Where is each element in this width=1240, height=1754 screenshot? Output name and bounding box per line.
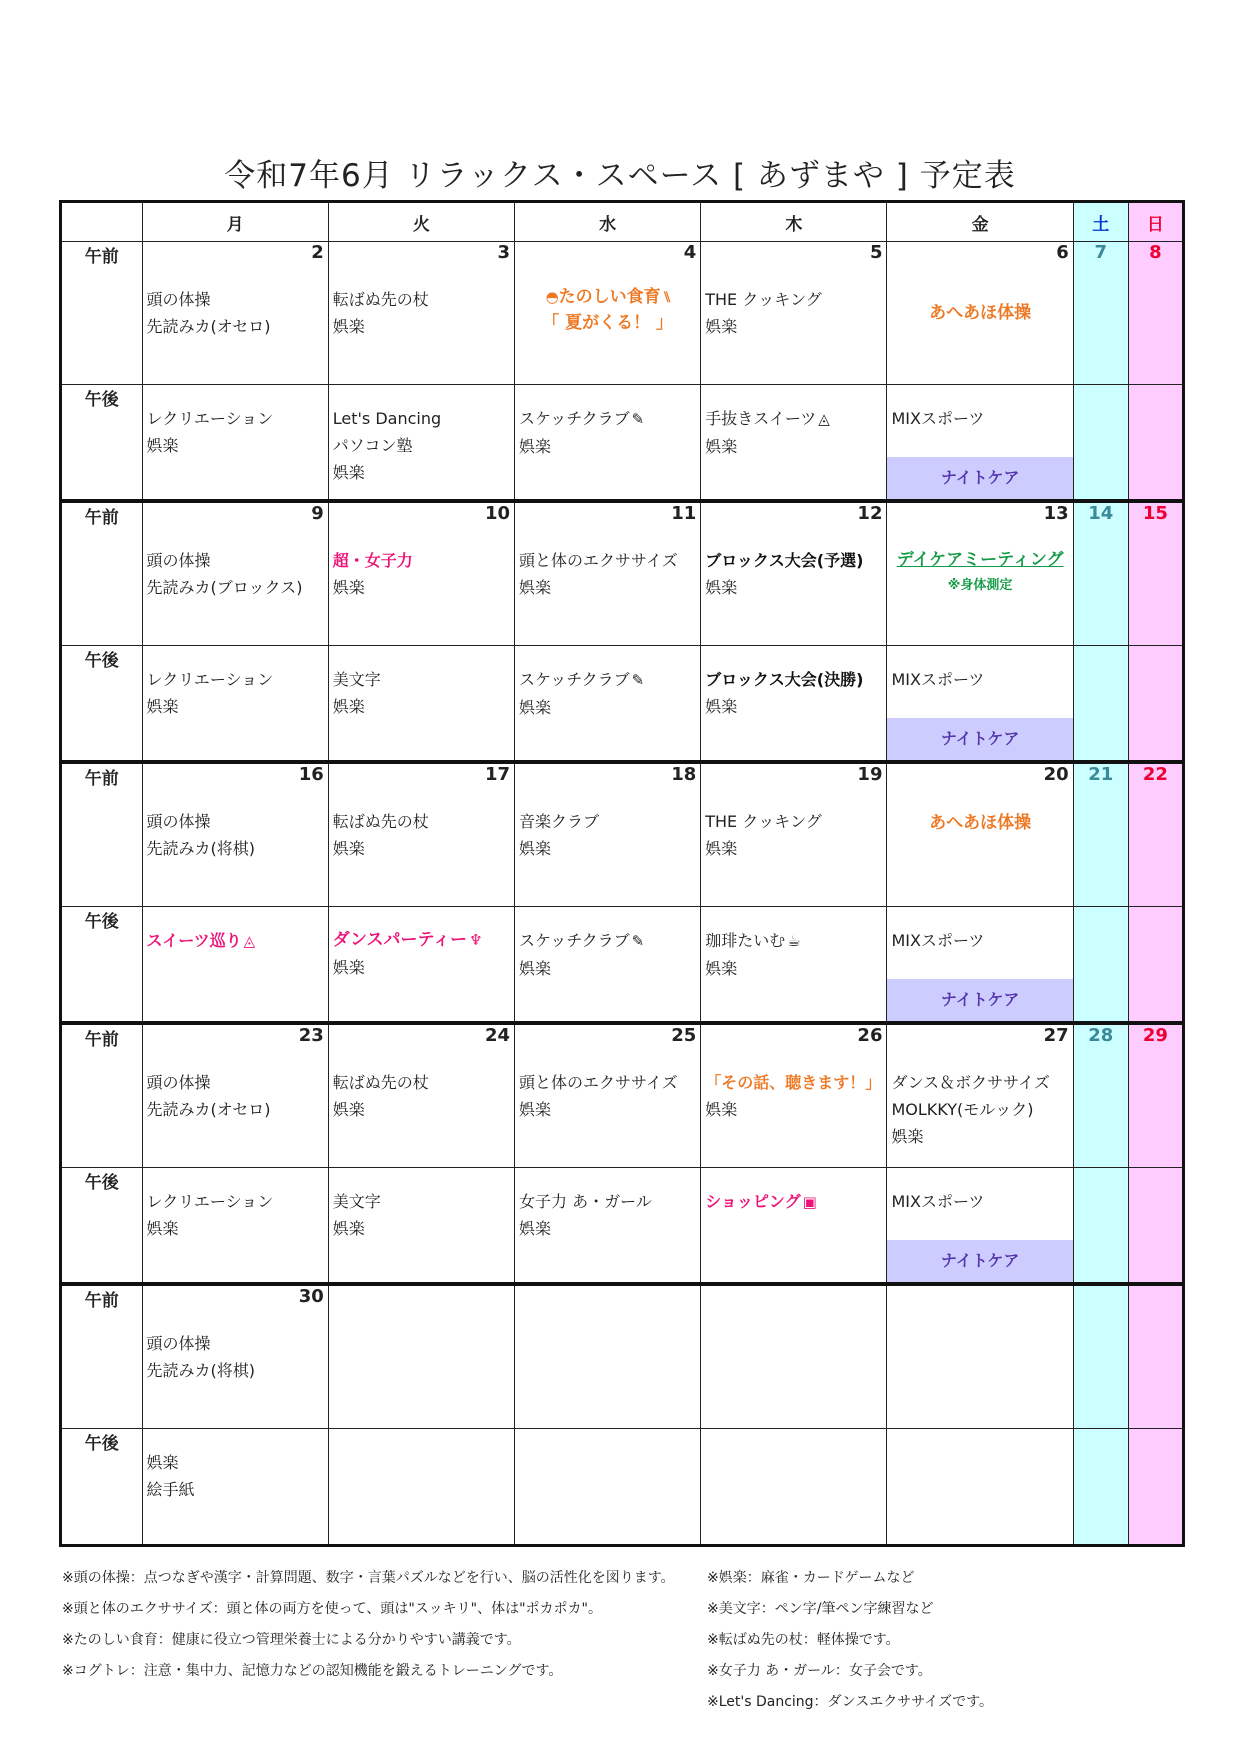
day-cell [515,646,701,763]
event: スケッチクラブ [519,409,630,428]
night-care-badge: ナイトケア [887,1240,1072,1282]
header-wed: 水 [515,202,701,242]
date-number: 15 [1142,503,1168,524]
week2-pm-row [61,646,1184,763]
empty-cell [887,1284,1073,1429]
event: 娯楽 [332,958,365,977]
day-cell [701,907,887,1024]
day-cell [701,242,887,385]
header-tue: 火 [328,202,514,242]
event-measurement: ※身体測定 [947,578,1013,593]
day-cell [701,501,887,646]
event: 娯楽 [519,437,552,456]
day-cell [887,907,1073,1024]
date-number: 13 [1043,503,1069,524]
sat-cell [1073,385,1128,502]
week4-am-row [61,1023,1184,1168]
empty-cell [887,1429,1073,1546]
date-number: 25 [671,1025,697,1046]
day-cell [701,385,887,502]
date-number: 24 [484,1025,511,1046]
day-cell [515,1168,701,1285]
date-number: 29 [1142,1025,1168,1046]
day-cell [887,762,1073,907]
sat-cell [1073,907,1128,1024]
event: 娯楽 [146,697,179,716]
event-daycare-meeting: デイケアミーティング [896,550,1064,570]
event: スケッチクラブ [519,931,630,950]
event: 娯楽 [705,437,738,456]
sun-cell [1128,242,1183,385]
day-cell [142,1429,328,1546]
day-cell [515,385,701,502]
sat-cell [1073,1023,1128,1168]
header-fri: 金 [887,202,1073,242]
event: 娯楽 [705,1100,738,1119]
event-blokus-final: ブロックス大会(決勝) [705,670,864,689]
week1-pm-row [61,385,1184,502]
event: 娯楽 [332,697,365,716]
event: 転ばぬ先の杖 [332,1073,429,1092]
day-cell [887,501,1073,646]
event: 娯楽 [332,463,365,482]
event-aheaho: あへあほ体操 [929,303,1032,323]
event: 頭の体操 [146,1334,211,1353]
date-number: 26 [857,1025,883,1046]
day-cell [328,762,514,907]
sun-cell [1128,907,1183,1024]
event: 娯楽 [519,959,552,978]
header-mon: 月 [142,202,328,242]
note-line: ※娯楽：麻雀・カードゲームなど [707,1570,915,1586]
sun-cell [1128,501,1183,646]
am-label: 午前 [61,1023,143,1168]
sat-cell [1073,762,1128,907]
event: パソコン塾 [332,436,413,455]
pm-label: 午後 [61,1429,143,1546]
event: 娯楽 [332,317,365,336]
day-cell [142,1023,328,1168]
event-shopping: ショッピング [705,1192,801,1211]
event: 頭の体操 [146,551,211,570]
day-cell [328,646,514,763]
event: 先読みカ(オセロ) [146,317,271,336]
dancer-icon: ♆ [469,931,483,949]
event: 手抜きスイーツ [705,409,817,428]
date-number: 19 [857,764,883,785]
cake-icon: ◬ [243,932,256,950]
night-care-badge: ナイトケア [887,979,1072,1021]
date-number: 16 [298,764,324,785]
week3-am-row [61,762,1184,907]
event: 頭の体操 [146,1073,211,1092]
am-label: 午前 [61,242,143,385]
am-label: 午前 [61,501,143,646]
event: 娯楽 [146,1219,179,1238]
date-number: 20 [1043,764,1069,785]
cutlery-icon: ⑊ [662,288,672,306]
event-sweets-tour: スイーツ巡り [146,931,242,950]
sun-cell [1128,385,1183,502]
event: 娯楽 [519,839,552,858]
sat-cell [1073,1284,1128,1429]
event: 娯楽 [705,317,738,336]
rice-bowl-icon: ◓ [545,288,559,306]
event-aheaho: あへあほ体操 [929,813,1032,833]
date-number: 4 [683,242,697,263]
event: レクリエーション [146,409,274,428]
event: 娯楽 [146,436,179,455]
event: MIXスポーツ [891,409,985,428]
day-cell [515,1023,701,1168]
event: 娯楽 [332,839,365,858]
event: 娯楽 [332,1100,365,1119]
date-number: 3 [497,242,511,263]
date-number: 12 [857,503,883,524]
sun-cell [1128,762,1183,907]
week3-pm-row [61,907,1184,1024]
note-line: ※女子力 あ・ガール：女子会です。 [707,1663,932,1679]
event: 美文字 [332,670,381,689]
day-cell [887,385,1073,502]
event: 娯楽 [519,578,552,597]
event: 娯楽 [705,839,738,858]
date-number: 11 [671,503,697,524]
date-number: 6 [1056,242,1069,263]
schedule-table [59,200,1185,1547]
note-line: ※頭と体のエクササイズ：頭と体の両方を使って、頭は"スッキリ"、体は"ポカポカ"。 [62,1601,602,1617]
day-cell [515,501,701,646]
event: 音楽クラブ [519,812,600,831]
event: レクリエーション [146,670,274,689]
day-cell [328,907,514,1024]
sat-cell [1073,242,1128,385]
sat-cell [1073,1429,1128,1546]
day-cell [701,762,887,907]
header-thu: 木 [701,202,887,242]
event: 先読みカ(将棋) [146,1361,256,1380]
event: 転ばぬ先の杖 [332,812,429,831]
day-cell [328,385,514,502]
am-label: 午前 [61,1284,143,1429]
event: 娯楽 [332,578,365,597]
event: 美文字 [332,1192,381,1211]
pm-label: 午後 [61,646,143,763]
cake-icon: ◬ [818,410,830,428]
day-cell [142,501,328,646]
event: Let's Dancing [332,409,442,428]
day-cell [328,1023,514,1168]
empty-cell [701,1284,887,1429]
event: 娯楽 [519,698,552,717]
event: 珈琲たいむ [705,931,786,950]
event: 絵手紙 [146,1480,195,1499]
date-number: 17 [484,764,511,785]
event: 娯楽 [332,1219,365,1238]
pencil-icon: ✎ [631,932,645,950]
week4-pm-row [61,1168,1184,1285]
night-care-badge: ナイトケア [887,718,1072,760]
day-cell [142,385,328,502]
day-cell [701,1168,887,1285]
empty-cell [515,1284,701,1429]
event: 娯楽 [891,1127,924,1146]
event-shokuiku: たのしい食育 [558,287,661,307]
date-number: 23 [298,1025,324,1046]
event-summer: 「 夏がくる！ 」 [542,313,674,333]
event: ダンス＆ボクササイズ [891,1073,1050,1092]
week5-pm-row [61,1429,1184,1546]
event: 先読みカ(オセロ) [146,1100,271,1119]
sat-cell [1073,646,1128,763]
day-cell [515,242,701,385]
event: 娯楽 [519,1100,552,1119]
note-line: ※転ばぬ先の杖：軽体操です。 [707,1632,900,1648]
event: MIXスポーツ [891,931,985,950]
header-sat: 土 [1073,202,1128,242]
date-number: 5 [869,242,883,263]
day-cell [142,1284,328,1429]
event: 娯楽 [146,1453,179,1472]
sun-cell [1128,1168,1183,1285]
note-line: ※たのしい食育：健康に役立つ管理栄養士による分かりやすい講義です。 [62,1632,521,1648]
day-cell [701,646,887,763]
date-number: 14 [1088,503,1114,524]
event: 頭の体操 [146,290,211,309]
notes-left [62,1563,675,1687]
event: レクリエーション [146,1192,274,1211]
note-line: ※美文字：ペン字/筆ペン字練習など [707,1601,934,1617]
day-cell [887,1023,1073,1168]
pm-label: 午後 [61,1168,143,1285]
am-label: 午前 [61,762,143,907]
notes-right [707,1563,993,1718]
date-number: 30 [298,1286,324,1307]
header-blank [61,202,143,242]
event: MOLKKY(モルック) [891,1100,1034,1119]
date-number: 27 [1043,1025,1069,1046]
day-cell [142,762,328,907]
event: 頭の体操 [146,812,211,831]
date-number: 8 [1149,242,1162,263]
date-number: 2 [311,242,324,263]
day-cell [328,1168,514,1285]
event: 頭と体のエクササイズ [519,1073,678,1092]
day-cell [515,762,701,907]
day-cell [887,646,1073,763]
pm-label: 午後 [61,385,143,502]
event: 娯楽 [519,1219,552,1238]
event-joshiryoku: 超・女子力 [332,551,413,570]
note-line: ※Let's Dancing：ダンスエクササイズです。 [707,1694,994,1710]
sun-cell [1128,1429,1183,1546]
empty-cell [515,1429,701,1546]
pm-label: 午後 [61,907,143,1024]
date-number: 10 [484,503,511,524]
date-number: 22 [1142,764,1168,785]
day-cell [142,646,328,763]
pencil-icon: ✎ [631,671,645,689]
sun-cell [1128,1284,1183,1429]
event: 娯楽 [705,697,738,716]
event: 娯楽 [705,578,738,597]
day-cell [142,1168,328,1285]
event-dance-party: ダンスパーティー [332,930,468,950]
event: 女子力 あ・ガール [519,1192,652,1211]
coffee-icon: ☕ [787,932,801,950]
week5-am-row [61,1284,1184,1429]
page-title: 令和7年6月 リラックス・スペース [ あずまや ] 予定表 [224,158,1016,194]
event-blokus-prelim: ブロックス大会(予選) [705,551,864,570]
sun-cell [1128,646,1183,763]
day-cell [328,242,514,385]
date-number: 21 [1088,764,1114,785]
date-number: 18 [671,764,697,785]
empty-cell [328,1284,514,1429]
week1-am-row [61,242,1184,385]
note-line: ※コグトレ：注意・集中力、記憶力などの認知機能を鍛えるトレーニングです。 [62,1663,563,1679]
day-cell [142,242,328,385]
event: 先読みカ(将棋) [146,839,256,858]
event: 娯楽 [705,959,738,978]
event: 転ばぬ先の杖 [332,290,429,309]
empty-cell [701,1429,887,1546]
event: THE クッキング [705,812,822,831]
date-number: 9 [311,503,324,524]
date-number: 28 [1088,1025,1114,1046]
day-cell [701,1023,887,1168]
event: 頭と体のエクササイズ [519,551,678,570]
event: 先読みカ(ブロックス) [146,578,303,597]
date-number: 7 [1094,242,1108,263]
day-cell [328,501,514,646]
day-cell [887,242,1073,385]
night-care-badge: ナイトケア [887,457,1072,499]
day-cell [142,907,328,1024]
sat-cell [1073,501,1128,646]
pencil-icon: ✎ [631,410,645,428]
sat-cell [1073,1168,1128,1285]
day-cell [887,1168,1073,1285]
empty-cell [328,1429,514,1546]
event-listening: 「その話、聴きます！」 [705,1073,882,1092]
bus-icon: ▣ [802,1193,817,1211]
day-cell [515,907,701,1024]
note-line: ※頭の体操：点つなぎや漢字・計算問題、数字・言葉パズルなどを行い、脳の活性化を図ります。 [62,1570,675,1586]
sun-cell [1128,1023,1183,1168]
event: MIXスポーツ [891,1192,985,1211]
event: スケッチクラブ [519,670,630,689]
week2-am-row [61,501,1184,646]
event: MIXスポーツ [891,670,985,689]
event: THE クッキング [705,290,822,309]
header-sun: 日 [1128,202,1183,242]
header-row [61,202,1184,242]
